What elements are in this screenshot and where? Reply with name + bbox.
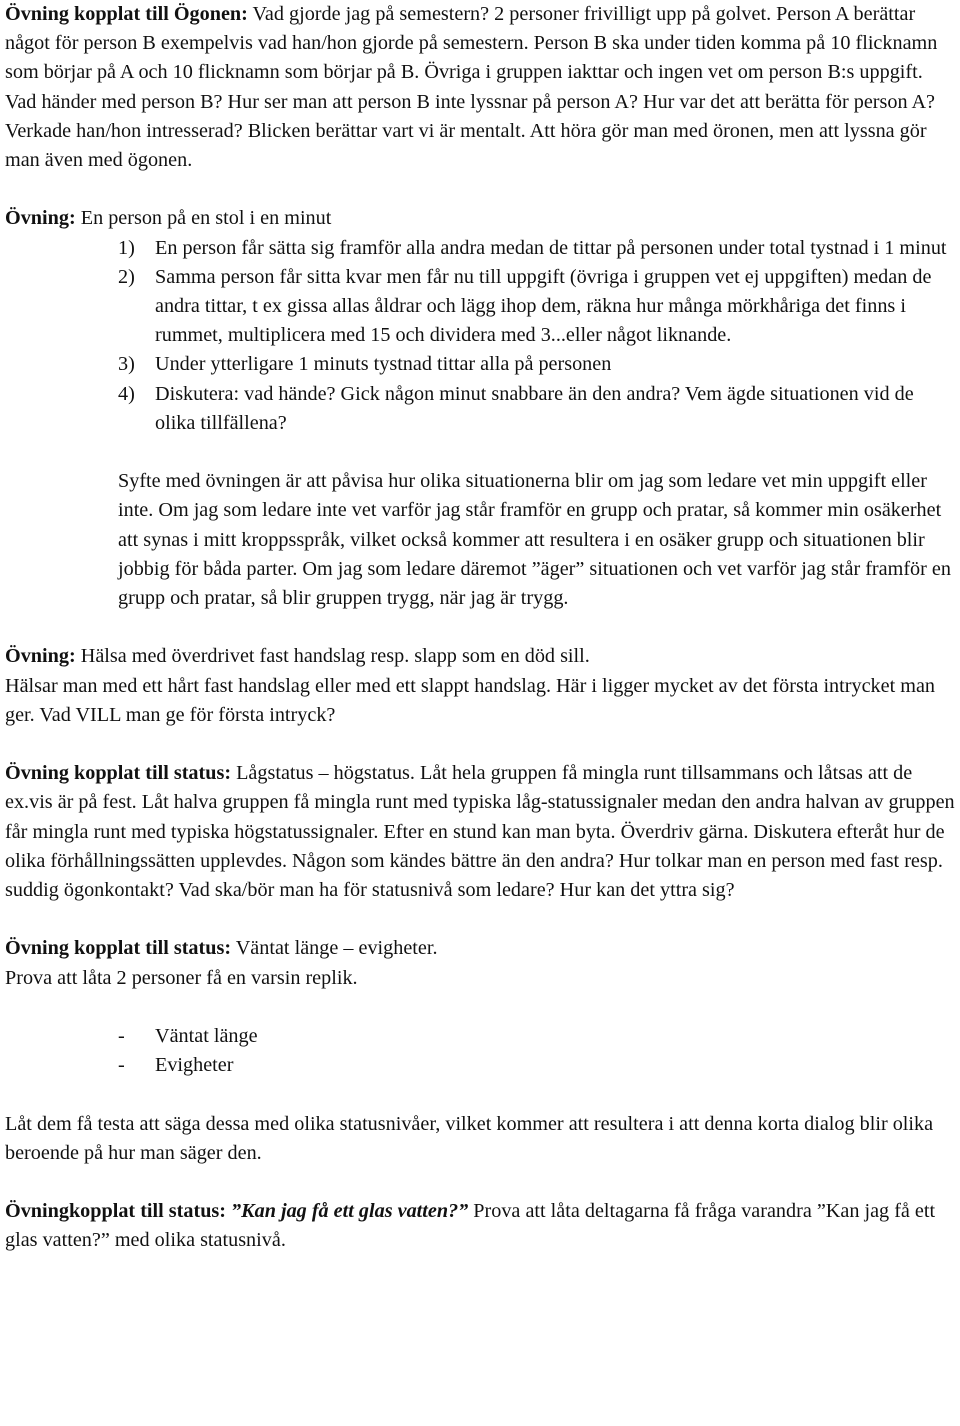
list-dash: - — [118, 1025, 125, 1048]
exercise-label: Övning kopplat till status: — [5, 937, 232, 960]
list-item — [5, 380, 955, 438]
exercise-text: Väntat länge – evigheter. — [231, 937, 438, 960]
exercise-text: Hälsa med överdrivet fast handslag resp. slapp som en död sill. — [75, 645, 590, 668]
list-item — [5, 1051, 955, 1080]
list-text: Evigheter — [155, 1054, 234, 1077]
list-number: 3) — [118, 353, 135, 376]
list-text: Samma person får sitta kvar men får nu till uppgift (övriga i gruppen vet ej uppgiften) medan de andra tittar, t ex gissa allas åldrar och lägg ihop dem, räkna hur många mörkhåriga det finns i rummet, multiplicera med 15 och dividera med 3...eller något liknande. — [155, 265, 932, 347]
list-text: Under ytterligare 1 minuts tystnad tittar alla på personen — [155, 353, 612, 376]
exercise-label: Övning kopplat till Ögonen: — [5, 3, 248, 25]
exercise-eyes — [5, 0, 955, 175]
list-number: 2) — [118, 265, 135, 288]
list-text: En person får sätta sig framför alla andra medan de tittar på personen under total tystnad i 1 minut — [155, 236, 947, 259]
exercise-italic: ”Kan jag få ett glas vatten?” — [226, 1200, 469, 1223]
list-text: Diskutera: vad hände? Gick någon minut snabbare än den andra? Vem ägde situationen vid de olika tillfällena? — [155, 382, 914, 434]
list-item — [5, 234, 955, 263]
list-item — [5, 1022, 955, 1051]
exercise-text: Vad gjorde jag på semestern? 2 personer frivilligt upp på golvet. Person A berättar något för person B exempelvis vad han/hon gjorde på semestern. Person B ska under tiden komma på 10 flicknamn som börjar på A och 10 flicknamn som börjar på B. Övriga i gruppen iakttar och ingen vet om person B:s uppgift. Vad händer med person B? Hur ser man att person B inte lyssnar på person A? Hur var det att berätta för person A? Verkade han/hon intresserad? Blicken berättar vart vi är mentalt. Att höra gör man med öronen, men att lyssna gör man även med ögonen. — [5, 3, 938, 172]
exercise-label: Övning: — [5, 207, 76, 230]
exercise-label: Övning: — [5, 645, 76, 668]
exercise-body: Hälsar man med ett hårt fast handslag eller med ett slappt handslag. Här i ligger mycket av det första intrycket man ger. Vad VILL man ge för första intryck? — [5, 674, 935, 726]
exercise-handshake — [5, 642, 955, 671]
document-page — [5, 0, 955, 1256]
list-number: 4) — [118, 382, 135, 405]
list-dash: - — [118, 1054, 125, 1077]
list-number: 1) — [118, 236, 135, 259]
exercise-status-mingle — [5, 759, 955, 905]
exercise-text: Prova att låta deltagarna få fråga varandra ”Kan jag få ett glas vatten?” med olika statusnivå. — [5, 1200, 936, 1252]
exercise-text: Lågstatus – högstatus. Låt hela gruppen få mingla runt tillsammans och låtsas att de ex.vis är på fest. Låt halva gruppen få mingla runt med typiska låg-statussignaler medan den andra halvan av gruppen får mingla runt med typiska högstatussignaler. Efter en stund kan man byta. Överdriv gärna. Diskutera efteråt hur de olika förhållningssätten upplevdes. Någon som kändes bättre än den andra? Hur tolkar man en person med fast resp. suddig ögonkontakt? Vad ska/bör man ha för statusnivå som ledare? Hur kan det yttra sig? — [5, 762, 955, 902]
exercise-label: Övning kopplat till status: — [5, 762, 232, 785]
exercise-body: Prova att låta 2 personer få en varsin replik. — [5, 966, 358, 989]
exercise-after: Låt dem få testa att säga dessa med olika statusnivåer, vilket kommer att resultera i att denna korta dialog blir olika beroende på hur man säger den. — [5, 1112, 934, 1164]
list-item — [5, 350, 955, 379]
exercise-status-wait — [5, 934, 955, 963]
exercise-chair — [5, 204, 955, 233]
list-text: Väntat länge — [155, 1025, 258, 1048]
purpose-paragraph: Syfte med övningen är att påvisa hur olika situationerna blir om jag som ledare vet min uppgift eller inte. Om jag som ledare inte vet varför jag står framför en grupp och pratar, så kommer min osäkerhet att synas i mitt kroppsspråk, vilket också kommer att resultera i en osäker grupp och situationen blir jobbig för båda parter. Om jag som ledare däremot ”äger” situationen och vet varför jag står framför en grupp och pratar, så blir gruppen trygg, när jag är trygg. — [118, 470, 951, 610]
list-item — [5, 263, 955, 351]
numbered-list — [5, 234, 955, 438]
exercise-label: Övningkopplat till status: — [5, 1200, 226, 1223]
dash-list — [5, 1022, 955, 1080]
exercise-text: En person på en stol i en minut — [75, 207, 332, 230]
exercise-status-water — [5, 1197, 955, 1255]
